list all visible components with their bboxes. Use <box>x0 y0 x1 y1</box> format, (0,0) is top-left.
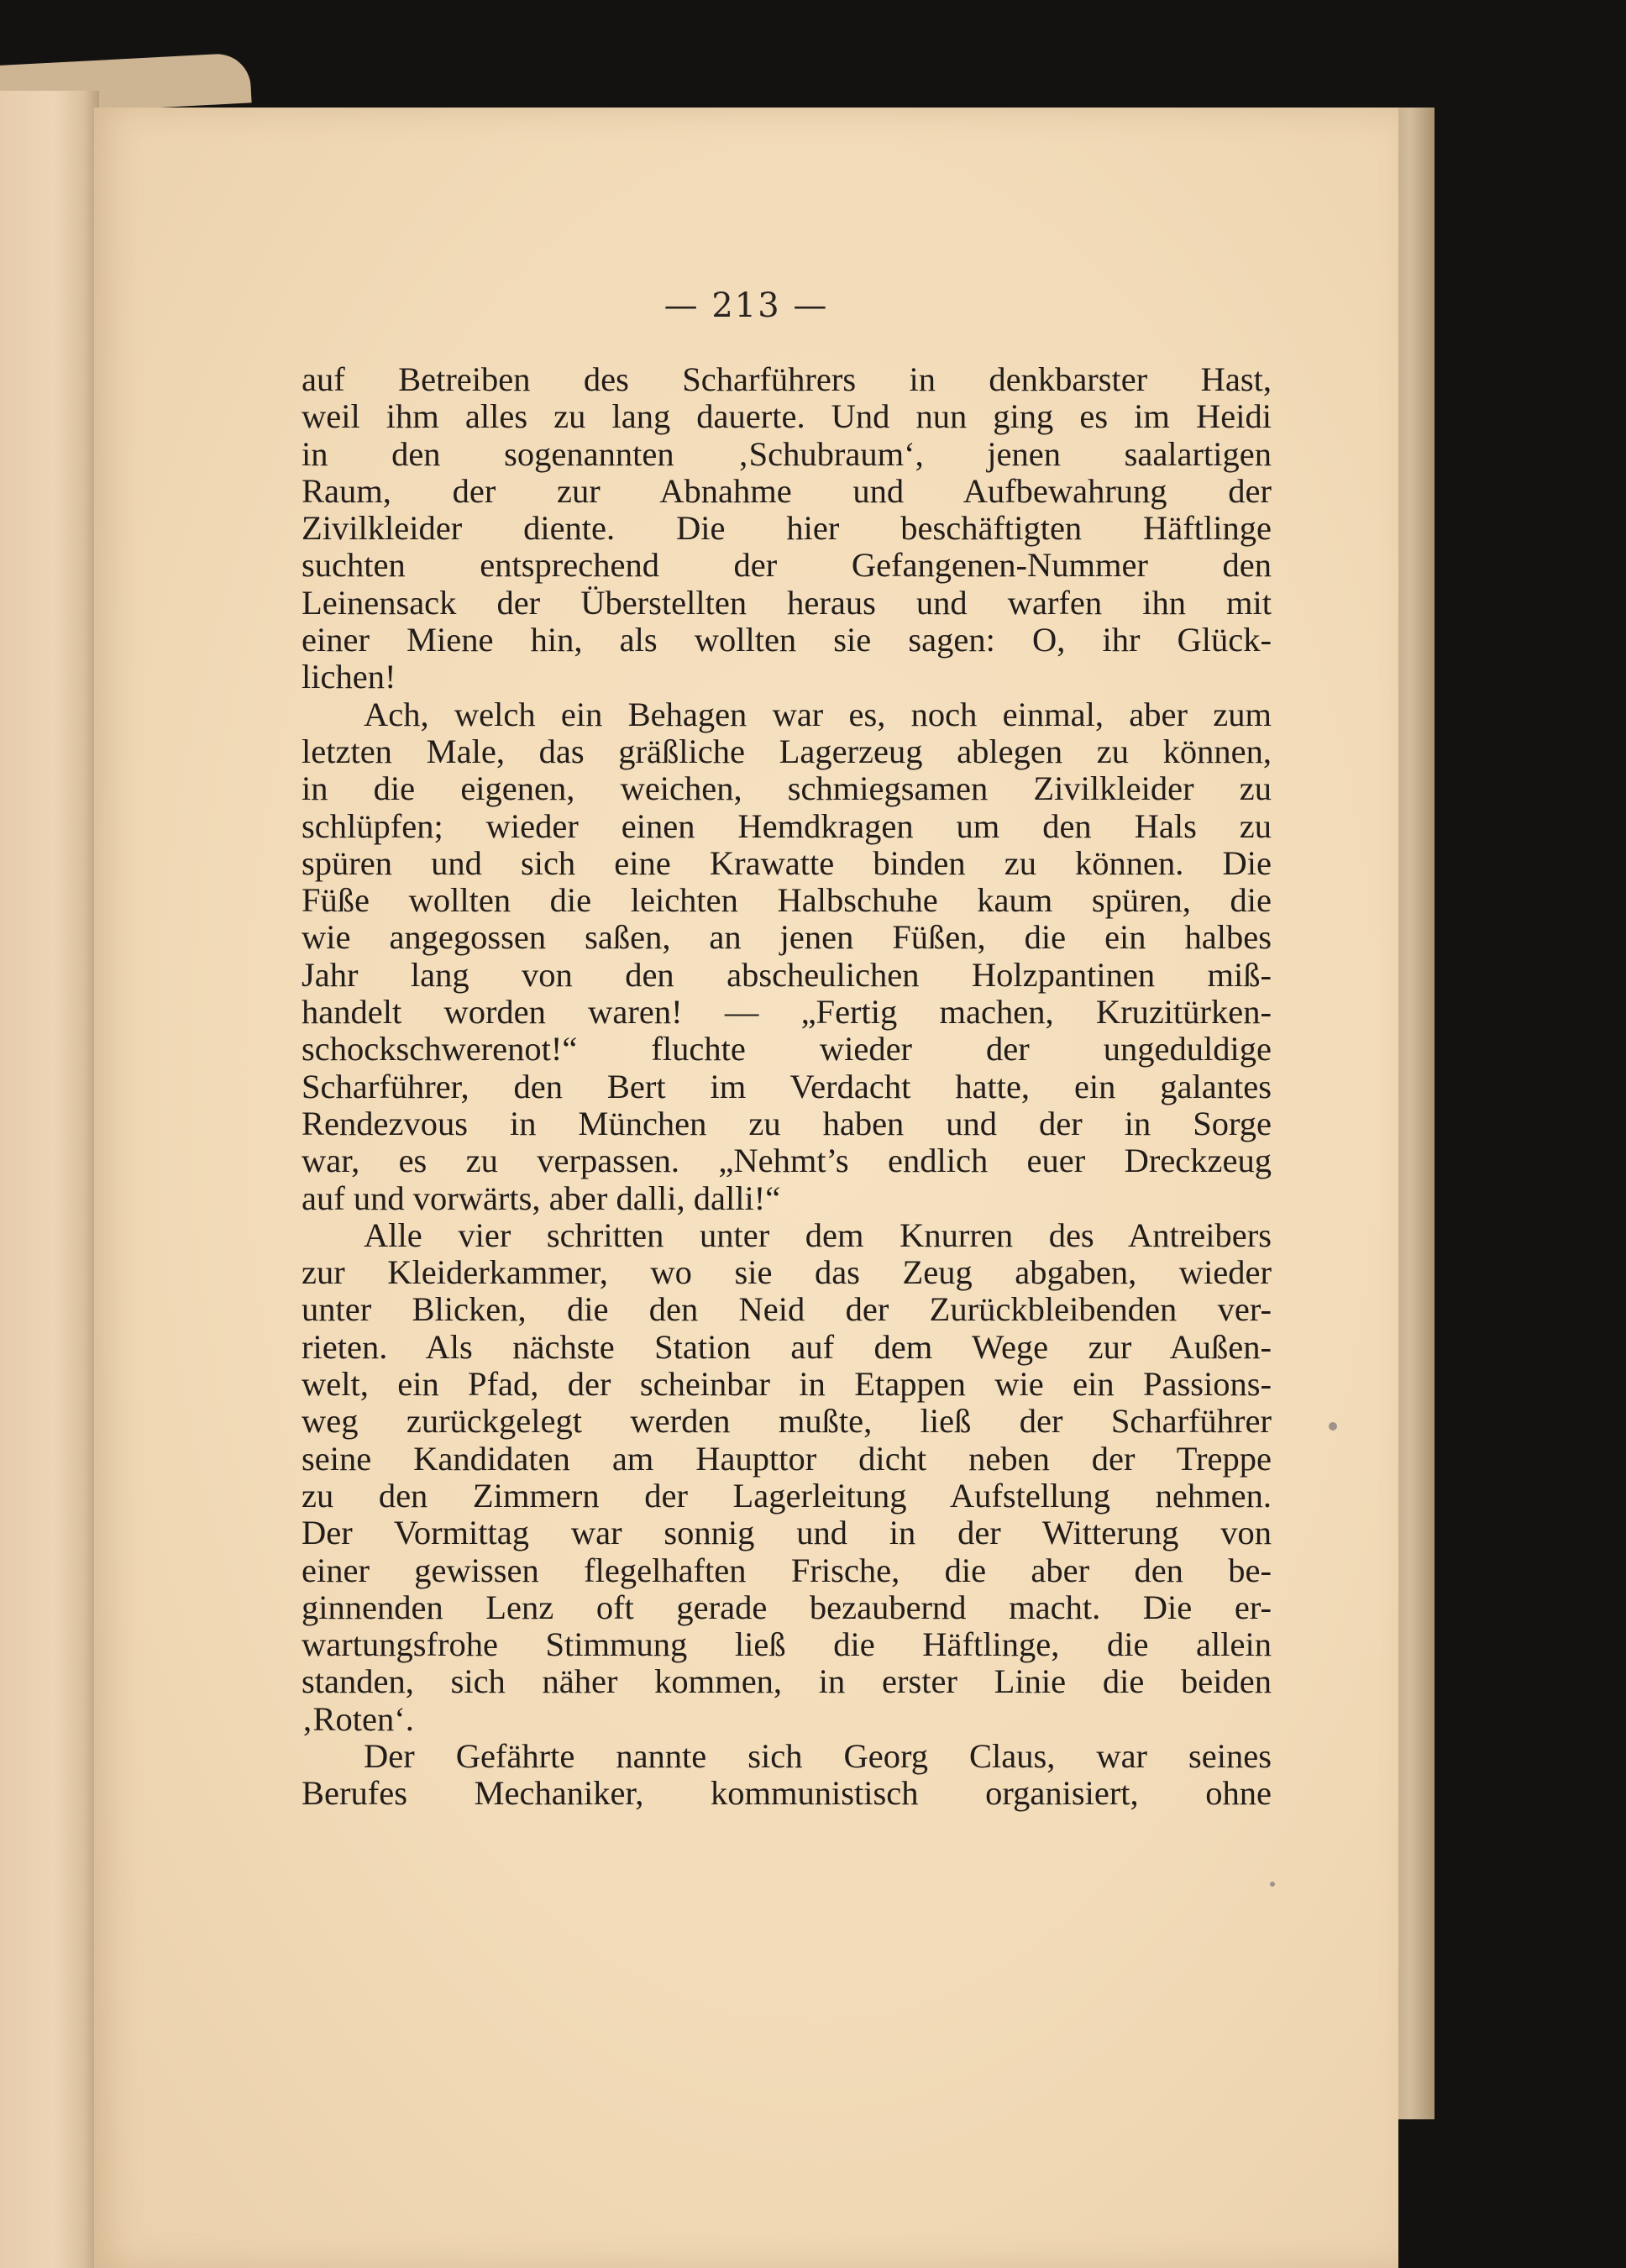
page-text <box>302 361 1272 1813</box>
text-line: einer Miene hin, als wollten sie sagen: O, ihr Glück- <box>302 621 1272 659</box>
paper-speck <box>1270 1882 1275 1887</box>
text-line: unter Blicken, die den Neid der Zurückbleibenden ver- <box>302 1290 1272 1329</box>
text-line: Zivilkleider diente. Die hier beschäftigten Häftlinge <box>302 509 1272 548</box>
text-line: suchten entsprechend der Gefangenen-Nummer den <box>302 546 1272 585</box>
text-line: welt, ein Pfad, der scheinbar in Etappen wie ein Passions- <box>302 1365 1272 1404</box>
text-line: auf Betreiben des Scharführers in denkbarster Hast, <box>302 360 1272 398</box>
text-line: ‚Roten‘. <box>302 1699 414 1738</box>
text-line: ginnenden Lenz oft gerade bezaubernd macht. Die er- <box>302 1588 1272 1626</box>
text-line: Berufes Mechaniker, kommunistisch organisiert, ohne <box>302 1774 1272 1813</box>
text-line: standen, sich näher kommen, in erster Linie die beiden <box>302 1662 1272 1701</box>
text-line: Füße wollten die leichten Halbschuhe kaum spüren, die <box>302 881 1272 920</box>
text-line: schockschwerenot!“ fluchte wieder der ungeduldige <box>302 1030 1272 1068</box>
text-line: wartungsfrohe Stimmung ließ die Häftlinge, die allein <box>302 1625 1272 1664</box>
text-line: auf und vorwärts, aber dalli, dalli!“ <box>302 1179 781 1217</box>
text-line: Leinensack der Überstellten heraus und warfen ihn mit <box>302 583 1272 622</box>
text-line: Jahr lang von den abscheulichen Holzpantinen miß- <box>302 955 1272 994</box>
text-line: handelt worden waren! — „Fertig machen, Kruzitürken- <box>302 993 1272 1032</box>
text-line: zu den Zimmern der Lagerleitung Aufstellung nehmen. <box>302 1476 1272 1515</box>
page-number: — 213 — <box>664 286 829 325</box>
text-line: in die eigenen, weichen, schmiegsamen Zivilkleider zu <box>302 769 1272 808</box>
text-line: Raum, der zur Abnahme und Aufbewahrung der <box>302 471 1272 510</box>
text-line: wie angegossen saßen, an jenen Füßen, die ein halbes <box>302 918 1272 957</box>
text-line: seine Kandidaten am Haupttor dicht neben der Treppe <box>302 1439 1272 1478</box>
text-line: einer gewissen flegelhaften Frische, die aber den be- <box>302 1551 1272 1589</box>
text-line: Der Vormittag war sonnig und in der Witterung von <box>302 1514 1272 1552</box>
text-line: lichen! <box>302 658 396 696</box>
text-line: rieten. Als nächste Station auf dem Wege zur Außen- <box>302 1327 1272 1366</box>
previous-page-edge <box>0 91 99 2268</box>
text-line: weg zurückgelegt werden mußte, ließ der Scharführer <box>302 1402 1272 1441</box>
text-line: Der Gefährte nannte sich Georg Claus, war seines <box>364 1736 1272 1775</box>
text-line: in den sogenannten ‚Schubraum‘, jenen saalartigen <box>302 434 1272 473</box>
text-line: war, es zu verpassen. „Nehmt’s endlich euer Dreckzeug <box>302 1142 1272 1180</box>
text-line: schlüpfen; wieder einen Hemdkragen um den Hals zu <box>302 806 1272 845</box>
text-line: weil ihm alles zu lang dauerte. Und nun ging es im Heidi <box>302 397 1272 436</box>
text-line: Rendezvous in München zu haben und der in Sorge <box>302 1104 1272 1142</box>
paper-speck <box>1329 1422 1337 1431</box>
text-line: Scharführer, den Bert im Verdacht hatte, ein galantes <box>302 1067 1272 1105</box>
text-line: zur Kleiderkammer, wo sie das Zeug abgaben, wieder <box>302 1253 1272 1292</box>
book-page <box>94 108 1398 2268</box>
text-line: spüren und sich eine Krawatte binden zu können. Die <box>302 843 1272 882</box>
text-line: Ach, welch ein Behagen war es, noch einmal, aber zum <box>364 695 1272 733</box>
text-line: Alle vier schritten unter dem Knurren des Antreibers <box>364 1215 1272 1254</box>
text-line: letzten Male, das gräßliche Lagerzeug ablegen zu können, <box>302 732 1272 770</box>
